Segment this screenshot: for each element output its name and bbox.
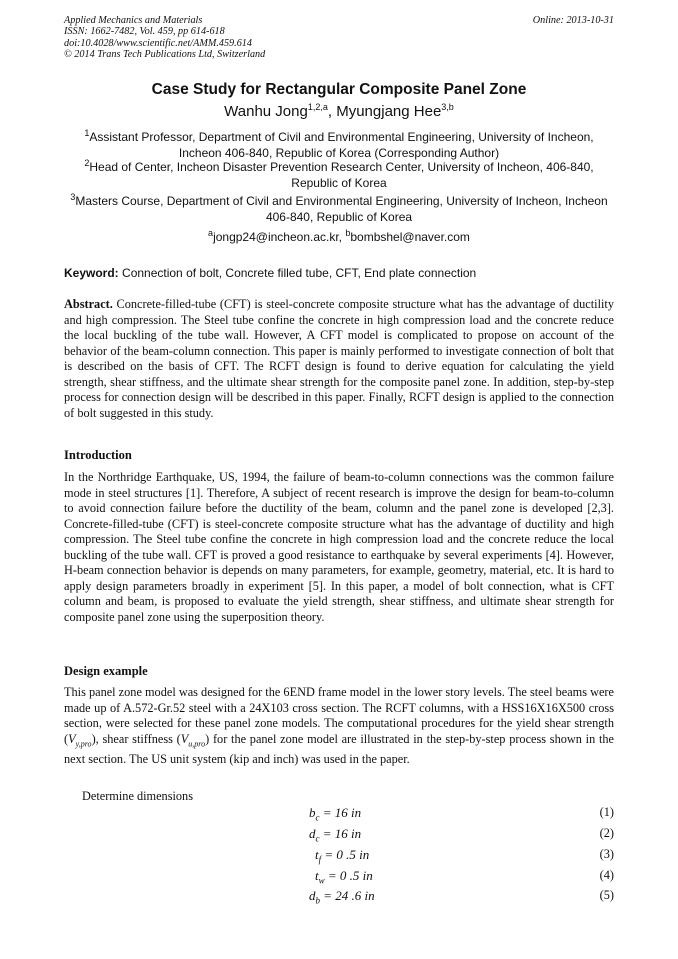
equation [64,888,614,908]
author-name: Myungjang Hee [336,103,442,120]
journal-copyright: © 2014 Trans Tech Publications Ltd, Switzerland [64,49,266,61]
equation-expression: $t_w = 0$ .5 in [315,868,373,886]
author-line [0,103,678,120]
email-separator: , [338,230,346,244]
affiliation-marker: 2 [84,158,90,168]
determine-dimensions: Determine dimensions [82,789,193,803]
abstract-paragraph [64,297,614,421]
affiliation-text: Masters Course, Department of Civil and Environmental Engineering, University of Incheon, Incheon 406-840, Republic of Korea [75,194,608,224]
equation [64,826,614,846]
equation [64,805,614,825]
email-link[interactable]: bombshel@naver.com [350,230,470,244]
equation-expression: $t_f = 0$ .5 in [315,847,370,865]
affiliation-3 [64,194,614,225]
abstract-text: Concrete-filled-tube (CFT) is steel-concrete composite structure what has the advantage of ductility and high compression. The Steel tube confine the concrete in high compression load and the concrete reduce the local buckling of the tube wall. However, A CFT model is complicated to propose on account of the behavior of the beam-column connection. This paper is mainly performed to investigate connection of bolt that is described on the basis of CFT. The RCFT design is found to derive equation for calculating the yield strength, shear stiffness, and the ultimate shear strength for the composite panel zone. In addition, step-by-step process for connection design will be described in this paper. Finally, RCFT design is applied to the connection of bolt suggested in this study. [64,297,614,420]
equation-number: (3) [599,847,614,861]
equation-number: (5) [599,888,614,902]
affiliation-marker: 1 [84,128,90,138]
design-text: This panel zone model was designed for the 6END frame model in the lower story levels. The steel beams were made up of A.572-Gr.52 steel with a 24X103 cross section. The RCFT columns, with a HSS16X16X500 cross section, were selected for these panel zone models. The computational procedures for the yield shear strength ( [64,685,614,746]
affiliation-1 [64,130,614,161]
keyword-text: Connection of bolt, Concrete filled tube, CFT, End plate connection [118,266,477,280]
design-heading: Design example [64,664,148,678]
yield-shear-symbol: $V_{y,pro}$ [68,731,92,749]
abstract-label: Abstract. [64,297,113,311]
author-separator: , [327,103,337,120]
equation-expression: $d_c = 16$ in [309,826,362,844]
affiliation-2 [64,160,614,191]
introduction-paragraph: In the Northridge Earthquake, US, 1994, the failure of beam-to-column connections was the common failure mode in steel structures [1]. Therefore, A subject of recent research is improve the design for beam-to-column to avoid connection failure before the ductility of the beam, column and the panel zone is developed [2,3]. Concrete-filled-tube (CFT) is steel-concrete composite structure what has the advantage of ductility and high compression. The Steel tube confine the concrete in high compression load and the concrete reduce the local buckling of the tube wall. CFT is proved a good resistance to earthquake by several experiments [4]. However, H-beam connection behavior is depends on many parameters, for example, geometry, material, etc. It is hard to apply design parameters broadly in experiment [5]. In this paper, a model of bolt connection, what is CFT column and beam, is proposed to evaluate the yield strength, shear stiffness, and ultimate shear strength for composite panel zone using the superposition theory. [64,470,614,624]
journal-name: Applied Mechanics and Materials [64,15,203,26]
journal-issn: ISSN: 1662-7482, Vol. 459, pp 614-618 [64,26,225,38]
email-link[interactable]: jongp24@incheon.ac.kr [213,230,339,244]
affiliation-text: Assistant Professor, Department of Civil and Environmental Engineering, University of Incheon, Incheon 406-840, Republic of Korea (Corresponding Author) [89,130,594,160]
author-name: Wanhu Jong [224,103,308,120]
affiliation-text: Head of Center, Incheon Disaster Prevention Research Center, University of Incheon, 406-840, Republic of Korea [89,160,594,190]
equation-expression: $b_c = 16$ in [309,805,362,823]
journal-doi: doi:10.4028/www.scientific.net/AMM.459.614 [64,37,252,49]
shear-stiffness-symbol: $V_{u,pro}$ [180,731,206,749]
equation [64,868,614,888]
email-line [0,230,678,244]
equation-expression: $d_b = 24$ .6 in [309,888,375,906]
design-paragraph [64,685,614,767]
equation-number: (1) [599,805,614,819]
online-date: Online: 2013-10-31 [532,15,614,26]
design-text: ) for the panel zone model are illustrated in the step-by-step process shown in the next section. The US unit system (kip and inch) was used in the paper. [64,731,614,766]
design-text: ), shear stiffness ( [91,731,181,746]
journal-header [64,15,265,61]
equation-number: (2) [599,826,614,840]
author-superscript: 3,b [441,102,454,112]
keyword-label: Keyword: [64,266,119,280]
author-superscript: 1,2,a [307,102,328,112]
keyword-line [64,266,614,280]
paper-title: Case Study for Rectangular Composite Panel Zone [151,81,527,98]
equation-number: (4) [599,868,614,882]
email-marker: b [345,228,351,238]
affiliation-marker: 3 [70,192,76,202]
introduction-heading: Introduction [64,448,132,462]
email-marker: a [208,228,214,238]
equation [64,847,614,867]
